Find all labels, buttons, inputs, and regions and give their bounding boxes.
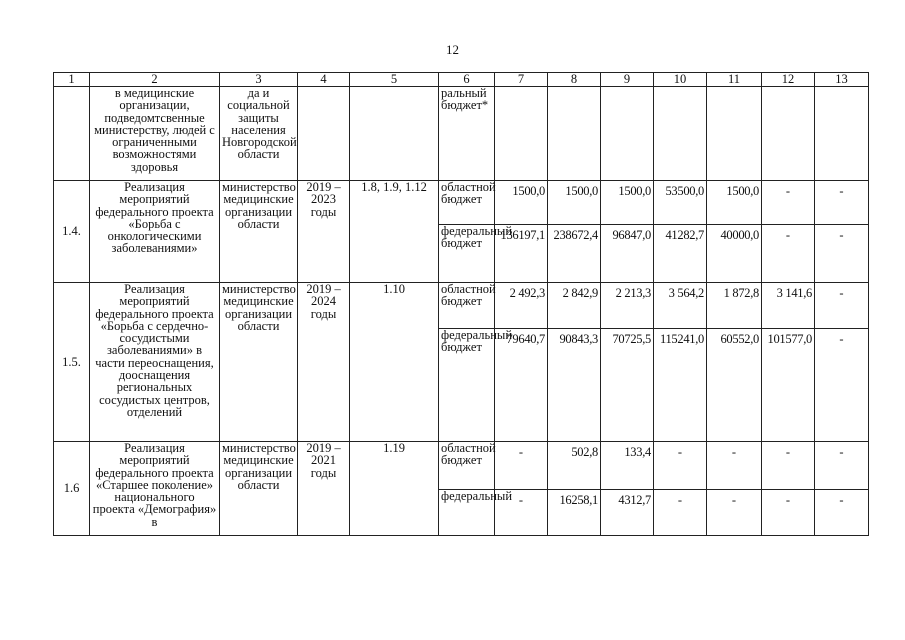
column-header: 8 [548, 73, 601, 87]
executor-cell: да и социальной защиты населения Новгородской области [220, 87, 298, 181]
funding-source-cell: областной бюджет [439, 283, 495, 329]
value-cell: 2 213,3 [601, 283, 654, 329]
value-cell: - [815, 225, 869, 283]
item-number-cell: 1.5. [54, 283, 90, 442]
column-header: 7 [495, 73, 548, 87]
page-number: 12 [446, 42, 459, 57]
indicators-cell: 1.10 [350, 283, 439, 442]
funding-source-cell: федеральный бюджет [439, 225, 495, 283]
value-cell: 3 141,6 [762, 283, 815, 329]
funding-source-cell: областной бюджет [439, 442, 495, 490]
item-number-cell: 1.6 [54, 442, 90, 536]
measure-name-cell: в медицинские организации, подведомтсвенные министерству, людей с ограниченными возможностями здоровья [90, 87, 220, 181]
executor-cell: министерство медицинские организации области [220, 283, 298, 442]
value-cell: 136197,1 [495, 225, 548, 283]
value-cell: 1500,0 [707, 181, 762, 225]
column-header: 3 [220, 73, 298, 87]
column-header: 2 [90, 73, 220, 87]
value-cell: 53500,0 [654, 181, 707, 225]
measure-name-cell: Реализация мероприятий федерального проекта «Старшее поколение» национального проекта «Демография» в [90, 442, 220, 536]
value-cell: - [815, 181, 869, 225]
value-cell: - [762, 490, 815, 536]
value-cell: 1500,0 [495, 181, 548, 225]
indicators-cell: 1.19 [350, 442, 439, 536]
value-cell: - [815, 490, 869, 536]
continuation-row [54, 87, 869, 181]
value-cell: 90843,3 [548, 329, 601, 442]
period-cell: 2019 – 2021 годы [298, 442, 350, 536]
executor-cell: министерство медицинские организации области [220, 442, 298, 536]
value-cell: - [762, 225, 815, 283]
table-row [54, 181, 869, 225]
value-cell: - [495, 442, 548, 490]
column-header: 6 [439, 73, 495, 87]
value-cell: 3 564,2 [654, 283, 707, 329]
column-header: 13 [815, 73, 869, 87]
value-cell: - [707, 490, 762, 536]
value-cell: 79640,7 [495, 329, 548, 442]
value-cell: - [654, 490, 707, 536]
value-cell: 1 872,8 [707, 283, 762, 329]
value-cell: - [762, 442, 815, 490]
indicators-cell: 1.8, 1.9, 1.12 [350, 181, 439, 283]
funding-source-cell: областной бюджет [439, 181, 495, 225]
column-header: 4 [298, 73, 350, 87]
period-cell: 2019 – 2024 годы [298, 283, 350, 442]
column-header: 5 [350, 73, 439, 87]
value-cell: 238672,4 [548, 225, 601, 283]
program-measures-table [53, 72, 869, 536]
value-cell: 41282,7 [654, 225, 707, 283]
column-header: 12 [762, 73, 815, 87]
value-cell: 70725,5 [601, 329, 654, 442]
value-cell: - [815, 442, 869, 490]
period-cell: 2019 – 2023 годы [298, 181, 350, 283]
value-cell: 16258,1 [548, 490, 601, 536]
column-header: 9 [601, 73, 654, 87]
value-cell: 40000,0 [707, 225, 762, 283]
value-cell: 96847,0 [601, 225, 654, 283]
funding-source-cell: федеральный [439, 490, 495, 536]
value-cell: 1500,0 [548, 181, 601, 225]
table-row [54, 442, 869, 490]
column-header: 10 [654, 73, 707, 87]
column-header: 11 [707, 73, 762, 87]
value-cell: 115241,0 [654, 329, 707, 442]
item-number-cell: 1.4. [54, 181, 90, 283]
value-cell: 2 842,9 [548, 283, 601, 329]
value-cell: - [815, 283, 869, 329]
column-header: 1 [54, 73, 90, 87]
value-cell: - [654, 442, 707, 490]
value-cell: - [707, 442, 762, 490]
measure-name-cell: Реализация мероприятий федерального проекта «Борьба с онкологическими заболеваниями» [90, 181, 220, 283]
value-cell: 60552,0 [707, 329, 762, 442]
value-cell: 502,8 [548, 442, 601, 490]
executor-cell: министерство медицинские организации области [220, 181, 298, 283]
measure-name-cell: Реализация мероприятий федерального проекта «Борьба с сердечно-сосудистыми заболеваниями» в части переоснащения, дооснащения региональных сосудистых центров, отделений [90, 283, 220, 442]
value-cell: 133,4 [601, 442, 654, 490]
value-cell: - [495, 490, 548, 536]
value-cell: 101577,0 [762, 329, 815, 442]
value-cell: - [815, 329, 869, 442]
column-number-header-row [54, 73, 869, 87]
table-row [54, 283, 869, 329]
value-cell: 4312,7 [601, 490, 654, 536]
value-cell: 2 492,3 [495, 283, 548, 329]
funding-source-cell: ральный бюджет* [439, 87, 495, 181]
value-cell: 1500,0 [601, 181, 654, 225]
value-cell: - [762, 181, 815, 225]
funding-source-cell: федеральный бюджет [439, 329, 495, 442]
